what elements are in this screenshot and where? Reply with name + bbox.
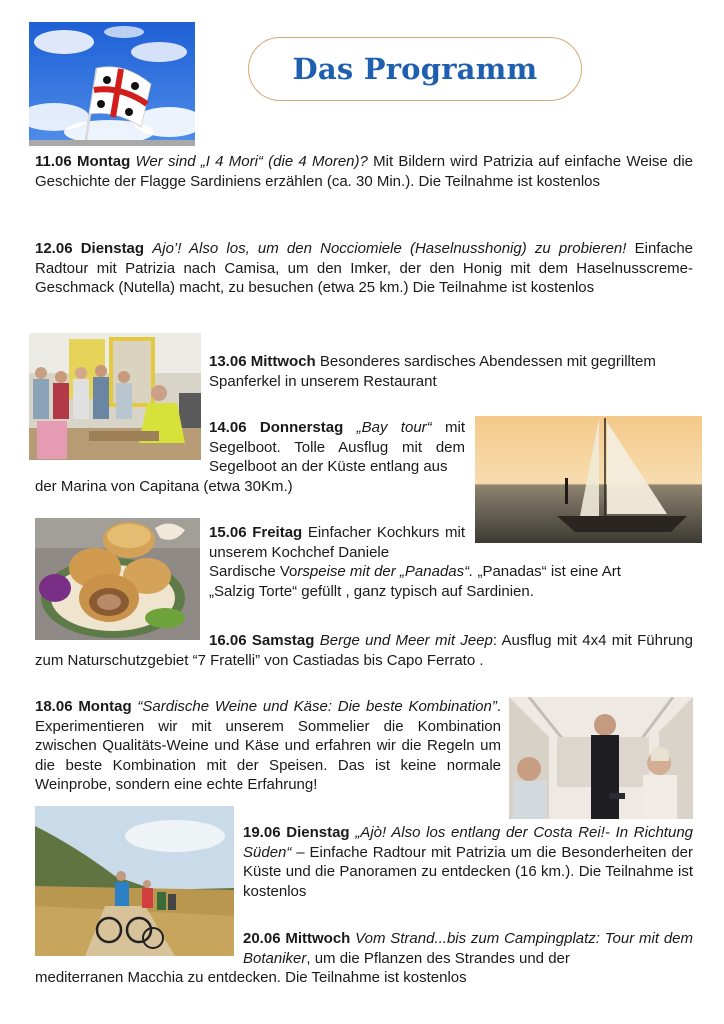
- event-title: Ajo’! Also los, um den Nocciomiele (Haselnusshonig) zu probieren!: [152, 240, 627, 257]
- event-text: mediterranen Macchia zu entdecken. Die Teilnahme ist kostenlos: [35, 969, 467, 986]
- event-1906: [243, 823, 693, 901]
- event-text: mit Segelboot. Tolle Ausflug mit dem Segelboot an der Küste entlang aus: [209, 419, 466, 476]
- title-box: [248, 37, 582, 101]
- page-title: Das Programm: [292, 52, 538, 86]
- event-title: rspeise mit der „Panadas“.: [297, 563, 474, 580]
- event-day: Samstag: [251, 632, 315, 649]
- event-title: “Sardische Weine und Käse: Die beste Kombination”: [137, 698, 497, 715]
- sardinia-flag-photo: [29, 22, 195, 146]
- event-title: Berge und Meer mit Jeep: [319, 632, 493, 649]
- event-day: Montag: [78, 698, 132, 715]
- event-text: Sardische Vo: [209, 563, 298, 580]
- event-1406-cont: [35, 477, 465, 497]
- event-title: Vom Strand...bis zum Campingplatz: Tour mit dem Botaniker: [243, 930, 694, 967]
- event-title: „Ajò! Also los entlang der Costa Rei!- In Richtung Süden“: [243, 824, 693, 861]
- event-text: Einfache Radtour mit Patrizia nach Camisa, um den Imker, der den Honig mit dem Haselnusscreme-Geschmack (Nutella) macht, zu besuchen (etwa 25 km.) Die Teilnahme ist kostenlos: [35, 240, 693, 297]
- event-1406: [209, 418, 465, 477]
- event-day: Dienstag: [80, 240, 145, 257]
- event-text: Besonderes sardisches Abendessen mit gegrilltem Spanferkel in unserem Restaurant: [209, 353, 656, 390]
- event-date: 16.06: [209, 632, 247, 649]
- event-day: Donnerstag: [259, 419, 344, 436]
- event-1506: [209, 523, 465, 562]
- event-title: „Bay tour“: [356, 419, 432, 436]
- sommelier-photo: [509, 697, 693, 819]
- event-1606: [35, 631, 693, 670]
- event-text: „Panadas“ ist eine Art: [473, 563, 621, 580]
- event-date: 14.06: [209, 419, 247, 436]
- dinner-photo: [29, 333, 201, 460]
- event-day: Mittwoch: [250, 353, 316, 370]
- panadas-photo: [35, 518, 200, 640]
- event-day: Freitag: [252, 524, 303, 541]
- event-text: der Marina von Capitana (etwa 30Km.): [35, 478, 293, 495]
- event-date: 19.06: [243, 824, 281, 841]
- event-day: Dienstag: [286, 824, 350, 841]
- event-day: Montag: [76, 153, 131, 170]
- event-date: 15.06: [209, 524, 247, 541]
- event-date: 11.06: [35, 153, 72, 170]
- event-2006: [243, 929, 693, 968]
- event-1306: [209, 352, 693, 391]
- event-text: , um die Pflanzen des Strandes und der: [306, 949, 570, 967]
- event-text: Mit Bildern wird Patrizia auf einfache Weise die Geschichte der Flagge Sardiniens erzählen (ca. 30 Min.). Die Teilnahme ist kostenlos: [35, 153, 694, 190]
- event-text: – Einfache Radtour mit Patrizia um die Besonderheiten der Küste und die Panoramen zu entdecken (16 km.). Die Teilnahme ist kostenlos: [243, 843, 693, 900]
- bike-tour-photo: [35, 806, 234, 956]
- event-2006-cont: [35, 968, 693, 988]
- event-title: Wer sind „I 4 Mori“ (die 4 Moren)?: [135, 153, 368, 170]
- event-text: „Salzig Torte“ gefüllt , ganz typisch auf Sardinien.: [209, 582, 534, 600]
- event-day: Mittwoch: [285, 930, 351, 947]
- event-1206: [35, 239, 693, 298]
- event-date: 12.06: [35, 240, 73, 257]
- event-text: : Ausflug mit 4x4 mit Führung zum Naturschutzgebiet “7 Fratelli” von Castiadas bis Capo Ferrato .: [35, 632, 693, 669]
- event-1806: [35, 697, 501, 795]
- event-date: 18.06: [35, 698, 73, 715]
- event-1506-cont: [209, 562, 693, 601]
- event-text: . Experimentieren wir mit unserem Sommelier die Kombination zwischen Qualitäts-Weine und Käse und erfahren wir die Regeln um die beste Kombination mit der Speisen. Das ist keine normale Weinprobe, sondern eine echte Erfahrung!: [35, 698, 502, 794]
- event-text: Einfacher Kochkurs mit unserem Kochchef Daniele: [209, 524, 465, 561]
- event-date: 13.06: [209, 353, 247, 370]
- event-1106: [35, 152, 693, 191]
- event-date: 20.06: [243, 930, 281, 947]
- sailboat-photo: [475, 416, 702, 543]
